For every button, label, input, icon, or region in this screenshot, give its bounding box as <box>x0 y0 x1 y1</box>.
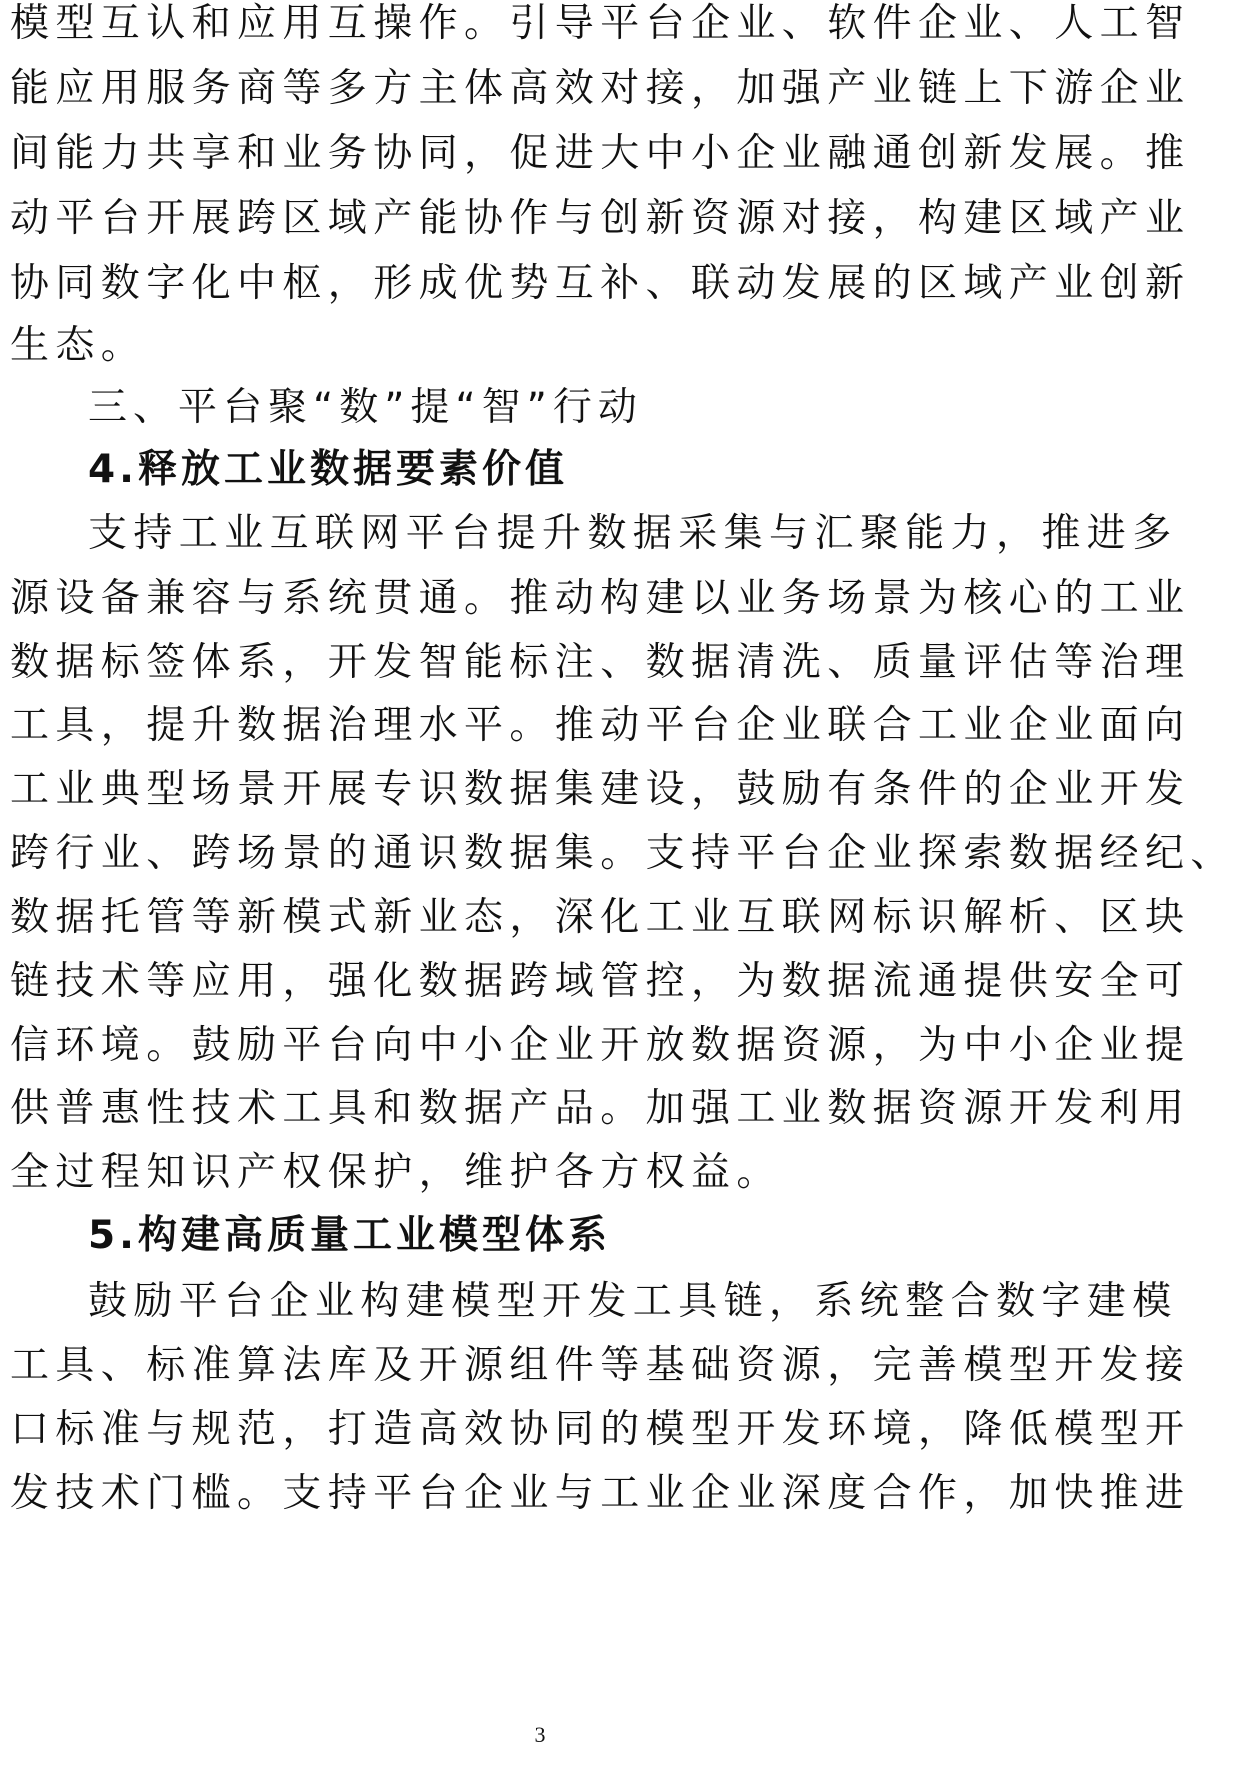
paragraph-line: 鼓励平台企业构建模型开发工具链，系统整合数字建模 <box>88 1279 1178 1324</box>
paragraph-line: 信环境。鼓励平台向中小企业开放数据资源，为中小企业提 <box>10 1023 1191 1068</box>
paragraph-line: 全过程知识产权保护，维护各方权益。 <box>10 1150 782 1195</box>
page-number: 3 <box>534 1722 546 1747</box>
subsection-heading: 4.释放工业数据要素价值 <box>88 447 568 492</box>
subsection-heading: 5.构建高质量工业模型体系 <box>88 1213 611 1258</box>
paragraph-line: 数据托管等新模式新业态，深化工业互联网标识解析、区块 <box>10 895 1191 940</box>
paragraph-line: 口标准与规范，打造高效协同的模型开发环境，降低模型开 <box>10 1407 1191 1452</box>
paragraph-line: 生态。 <box>10 323 147 368</box>
section-heading: 三、平台聚“数”提“智”行动 <box>88 385 643 430</box>
paragraph-line: 能应用服务商等多方主体高效对接，加强产业链上下游企业 <box>10 66 1191 111</box>
paragraph-line: 工具，提升数据治理水平。推动平台企业联合工业企业面向 <box>10 703 1191 748</box>
paragraph-line: 动平台开展跨区域产能协作与创新资源对接，构建区域产业 <box>10 196 1191 241</box>
paragraph-line: 工具、标准算法库及开源组件等基础资源，完善模型开发接 <box>10 1343 1191 1388</box>
paragraph-line: 协同数字化中枢，形成优势互补、联动发展的区域产业创新 <box>10 261 1191 306</box>
paragraph-line: 跨行业、跨场景的通识数据集。支持平台企业探索数据经纪、 <box>10 831 1236 876</box>
paragraph-line: 工业典型场景开展专识数据集建设，鼓励有条件的企业开发 <box>10 767 1191 812</box>
paragraph-line: 间能力共享和业务协同，促进大中小企业融通创新发展。推 <box>10 131 1191 176</box>
paragraph-line: 链技术等应用，强化数据跨域管控，为数据流通提供安全可 <box>10 959 1191 1004</box>
paragraph-line: 数据标签体系，开发智能标注、数据清洗、质量评估等治理 <box>10 640 1191 685</box>
paragraph-line: 源设备兼容与系统贯通。推动构建以业务场景为核心的工业 <box>10 576 1191 621</box>
paragraph-line: 发技术门槛。支持平台企业与工业企业深度合作，加快推进 <box>10 1471 1191 1516</box>
paragraph-line: 支持工业互联网平台提升数据采集与汇聚能力，推进多 <box>88 511 1178 556</box>
paragraph-line: 供普惠性技术工具和数据产品。加强工业数据资源开发利用 <box>10 1086 1191 1131</box>
paragraph-line: 模型互认和应用互操作。引导平台企业、软件企业、人工智 <box>10 1 1191 46</box>
